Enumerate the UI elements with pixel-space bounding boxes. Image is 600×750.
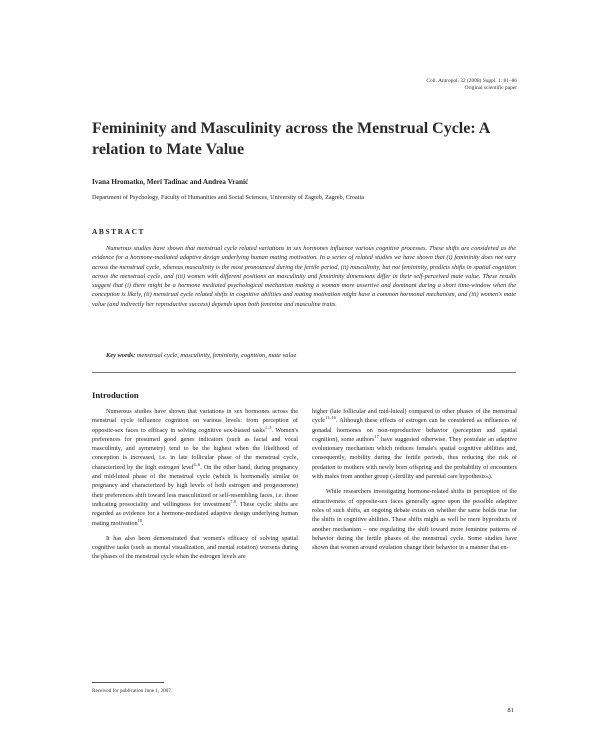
abstract-text: Numerous studies have shown that menstrual cycle related variations in sex hormones influence various cognitive processes. These shifts are considered as the evidence for a hormone-mediated adaptive design underlying human mating motivation. In a series of related studies we have shown that (i) femininity does not vary across the menstrual cycle, whereas masculinity is the most pronounced during the fertile period, (ii) masculinity, but not femininity, predicts shifts in spatial cognition across the menstrual cycle, and (iii) women with different positions on masculinity and femininity dimensions differ in their self-perceived mate value. These results suggest that (i) there might be a hormone mediated psychological mechanism making a woman more assertive and dominant during a short time-window when the conception is likely, (ii) menstrual cycle related shifts in cognitive abilities and mating motivation might have a common hormonal mechanism, and (iii) women's mate value (and indirectly her reproductive success) depends upon both feminine and masculine traits. (92, 245, 516, 308)
section-divider (92, 372, 516, 373)
paragraph: It has also been demonstrated that women's efficacy of solving spatial cognitive tasks (such as mental visualization, and mental rotation) worsens during the phases of the menstrual cycle when the estrogen levels are (92, 534, 298, 561)
body-column-left (92, 407, 298, 568)
keywords-label: Key words: (106, 352, 136, 359)
abstract-heading: ABSTRACT (92, 227, 146, 236)
page-number: 81 (507, 707, 514, 714)
paper-title: Femininity and Masculinity across the Menstrual Cycle: A relation to Mate Value (92, 120, 490, 158)
body-column-right (312, 407, 517, 558)
paragraph: higher (late follicular and mid-luteal) compared to other phases of the menstrual cycle$^{11-16}$. Although these effects of estrogen can be considered as influences of gonadal hormones on non-reproductive behavior (perception and spatial cognition), some authors$^{17}$ have suggested otherwise. They postulate an adaptive evolutionary mechanism which reduces female's spatial cognitive abilities and, consequently, mobility during the fertile periods, thus reducing the risk of predation to mothers with newly born offspring and the probability of encounters with males from another group (»fertility and parental care hypothesis«). (312, 408, 517, 481)
journal-line: Coll. Antropol. 32 (2008) Suppl. 1: 81–86 (426, 78, 517, 84)
keywords-text: menstrual cycle, masculinity, femininity, cognition, mate value (136, 352, 297, 359)
article-type: Original scientific paper (464, 85, 517, 91)
paragraph: While researchers investigating hormone-related shifts in perception of the attractiveness of opposite-sex faces generally agree upon the possible adaptive roles of such shifts, an ongoing debate exists on whether the same holds true for the shifts in cognitive abilities. These shifts might as well be mere byproducts of another mechanism – one regulating the shift toward more feminine patterns of behavior during the fertile phases of the menstrual cycle. Some studies have shown that women around ovulation change their behavior in a manner that en- (312, 488, 517, 552)
footnote: Received for publication June 1, 2007. (92, 688, 173, 694)
journal-citation (426, 78, 517, 92)
authors: Ivana Hromatko, Meri Tadinac and Andrea Vranić (92, 178, 249, 186)
affiliation: Department of Psychology, Faculty of Humanities and Social Sciences, University of Zagreb, Zagreb, Croatia (92, 194, 364, 201)
footnote-divider (92, 682, 164, 683)
section-heading: Introduction (92, 390, 139, 400)
keywords (106, 352, 296, 359)
paragraph: Numerous studies have shown that variations in sex hormones across the menstrual cycle influence cognition on various levels: from perception of opposite-sex faces to efficacy in solving cognitive sex-biased tasks$^{1-3}$. Women's preferences for presumed good genes indicators (such as facial and vocal masculinity, and symmetry) tend to be the highest when the likelihood of conception is increased, i.e. in late follicular phase of the menstrual cycle, characterized by the high estrogen level$^{4-6}$. On the other hand, during pregnancy and mid-luteal phase of the menstrual cycle (which is hormonally similar to pregnancy and characterized by high levels of both estrogen and progesterone) their preferences shift toward less masculinized or self-resembling faces, i.e. those indicating prosociality and willingness for investment$^{7,8}$. These cyclic shifts are regarded as evidence for a hormone-mediated adaptive design underlying human mating motivation$^{10}$. (92, 408, 298, 527)
